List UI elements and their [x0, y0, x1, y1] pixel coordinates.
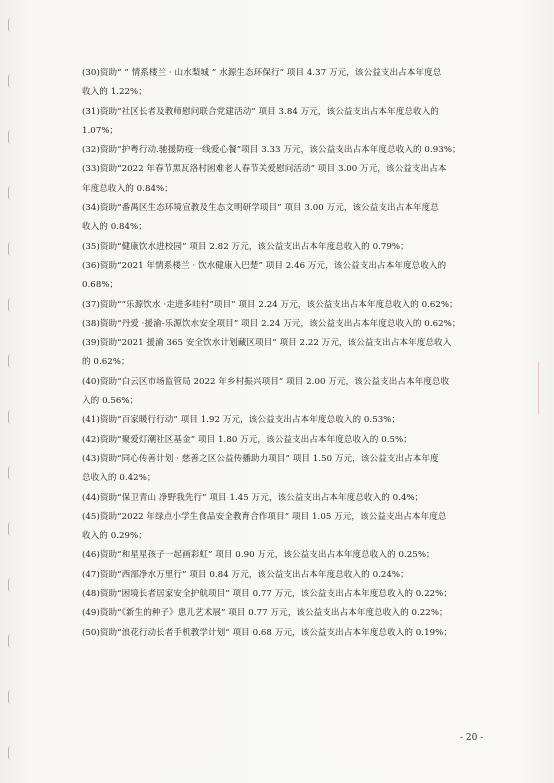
- entry-line: (45)资助“2022 年绿点小学生食品安全教育合作项目” 项目 1.05 万元，该公益支出占本年度总: [82, 511, 447, 522]
- entry-line: (43)资助“同心传善计划 · 慈善之区公益传播助力项目” 项目 1.50 万元，该公益支出占本年度: [82, 453, 439, 464]
- entry-line: (40)资助“白云区市场监管局 2022 年乡村振兴项目” 项目 2.00 万元，该公益支出占本年度总收: [82, 376, 450, 387]
- entry-line: (46)资助“和星星孩子一起画彩虹” 项目 0.90 万元，该公益支出占本年度总收入的 0.25%；: [82, 550, 435, 561]
- entry-line: (31)资助“社区长者及教师慰问联合党建活动” 项目 3.84 万元，该公益支出占本年度总收入的: [82, 106, 439, 117]
- funding-entry: [82, 373, 484, 412]
- funding-entry: [82, 160, 484, 199]
- entry-line: 的 0.62%；: [82, 357, 130, 368]
- page-number: - 20 -: [460, 733, 484, 743]
- funding-entry: [82, 334, 484, 373]
- funding-entry: [82, 257, 484, 296]
- funding-entry: [82, 315, 484, 334]
- funding-entry: [82, 431, 484, 450]
- funding-entry: [82, 585, 484, 604]
- entry-line: (36)资助“2021 年情系楼兰 · 饮水健康入巴楚” 项目 2.46 万元，该公益支出占本年度总收入的: [82, 260, 447, 271]
- entry-line: 入的 0.56%；: [82, 396, 139, 407]
- entry-line: (30)资助“ ” 情系楼兰 · 山水梨城 ” 水源生态环保行” 项目 4.37 万元，该公益支出占本年度总: [82, 68, 442, 78]
- binding-edge: [0, 0, 24, 783]
- entry-line: 1.07%；: [82, 125, 119, 136]
- funding-entry: [82, 103, 484, 142]
- entry-line: (41)资助“百家暖行行动” 项目 1.92 万元，该公益支出占本年度总收入的 0.53%；: [82, 415, 401, 426]
- funding-entry: [82, 450, 484, 489]
- entry-line: (39)资助“2021 援渝 365 安全饮水计划藏区项目” 项目 2.22 万元，该公益支出占本年度总收入: [82, 338, 452, 349]
- entry-line: (47)资助“西部净水万里行” 项目 0.84 万元，该公益支出占本年度总收入的 0.24%；: [82, 569, 409, 580]
- funding-entry: [82, 624, 484, 643]
- entry-line: (37)资助“”乐源饮水 ·走进多哇村”项目” 项目 2.24 万元，该公益支出占本年度总收入的 0.62%；: [82, 299, 458, 310]
- entry-line: (34)资助“番禺区生态环境宣教及生态文明研学项目” 项目 3.00 万元，该公益支出占本年度总: [82, 203, 439, 214]
- entry-list: [82, 64, 484, 643]
- entry-line: (38)资助“丹爱 ·援渝-乐源饮水安全项目” 项目 2.24 万元，该公益支出占本年度总收入的 0.62%；: [82, 318, 461, 329]
- entry-line: (35)资助“健康饮水进校园” 项目 2.82 万元，该公益支出占本年度总收入的 0.79%；: [82, 241, 409, 252]
- edge-mark: [538, 362, 544, 414]
- entry-line: (32)资助“护粤行动.驰援防疫一线爱心餐”项目 3.33 万元，该公益支出占本年度总收入的 0.93%；: [82, 145, 461, 156]
- entry-line: 0.68%；: [82, 280, 119, 291]
- funding-entry: [82, 296, 484, 315]
- entry-line: (42)资助“聚爱灯潮社区基金” 项目 1.80 万元，该公益支出占本年度总收入的 0.5%；: [82, 434, 412, 445]
- funding-entry: [82, 566, 484, 585]
- entry-line: (49)资助“《新生的种子》患儿艺术展” 项目 0.77 万元，该公益支出占本年度总收入的 0.22%；: [82, 608, 448, 619]
- entry-line: (44)资助“保卫青山 净野我先行” 项目 1.45 万元，该公益支出占本年度总收入的 0.4%；: [82, 492, 424, 503]
- entry-line: (50)资助“浪花行动长者手机教学计划” 项目 0.68 万元，该公益支出占本年度总收入的 0.19%；: [82, 627, 452, 638]
- entry-line: 收入的 1.22%；: [82, 87, 147, 98]
- entry-line: 收入的 0.84%；: [82, 222, 147, 233]
- entry-line: 年度总收入的 0.84%；: [82, 183, 173, 194]
- entry-line: 总收入的 0.42%；: [82, 473, 156, 484]
- funding-entry: [82, 199, 484, 238]
- funding-entry: [82, 604, 484, 623]
- entry-line: 收入的 0.29%；: [82, 531, 147, 542]
- entry-line: (48)资助“困境长者居家安全护航项目” 项目 0.77 万元，该公益支出占本年度总收入的 0.22%；: [82, 589, 452, 600]
- funding-entry: [82, 508, 484, 547]
- funding-entry: [82, 546, 484, 565]
- entry-line: (33)资助“2022 年春节黑瓦洛村困难老人春节关爱慰问活动” 项目 3.00 万元，该公益支出占本: [82, 164, 447, 175]
- funding-entry: [82, 141, 484, 160]
- funding-entry: [82, 411, 484, 430]
- funding-entry: [82, 238, 484, 257]
- funding-entry: [82, 489, 484, 508]
- funding-entry: [82, 64, 484, 103]
